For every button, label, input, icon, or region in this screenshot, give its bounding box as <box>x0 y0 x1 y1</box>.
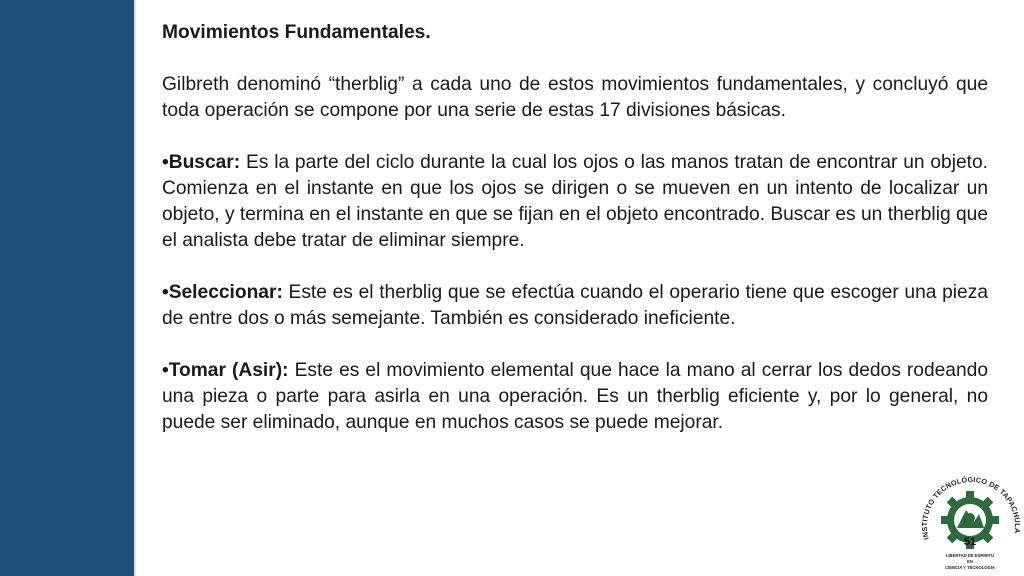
item-text: Este es el therblig que se efectúa cuando el operario tiene que escoger una pieza de entre dos o más semejante. También es considerado ineficiente. <box>162 282 988 329</box>
institute-logo <box>912 462 1024 576</box>
logo-motto-line2: EN <box>967 559 973 564</box>
intro-paragraph: Gilbreth denominó “therblig” a cada uno de estos movimientos fundamentales, y concluyó que toda operación se compone por una serie de estas 17 divisiones básicas. <box>162 74 988 121</box>
band-divider <box>134 0 136 576</box>
logo-motto-line3: CIENCIA Y TECNOLOGIA <box>945 565 995 570</box>
logo-motto-line1: LIBERTAD DE ESPIRITU <box>945 553 995 558</box>
therblig-item-seleccionar <box>162 280 988 332</box>
item-text: Es la parte del ciclo durante la cual los ojos o las manos tratan de encontrar un objeto. Comienza en el instante en que los ojos se dirigen o se mueven en un intento de localizar un objeto, y termina en el instante en que se fijan en el objeto encontrado. Buscar es un therblig que el analista debe tratar de eliminar siempre. <box>162 152 988 251</box>
item-term: •Buscar: <box>162 152 241 173</box>
slide-title: Movimientos Fundamentales. <box>162 22 431 43</box>
left-accent-band <box>0 0 134 576</box>
therblig-item-buscar <box>162 150 988 254</box>
item-term: •Tomar (Asir): <box>162 360 289 381</box>
logo-number: 51 <box>963 536 977 548</box>
logo-ring-text: INSTITUTO TECNOLÓGICO DE TAPACHULA <box>919 475 1023 541</box>
therblig-item-tomar <box>162 358 988 436</box>
item-text: Este es el movimiento elemental que hace la mano al cerrar los dedos rodeando una pieza o parte para asirla en una operación. Es un therblig eficiente y, por lo general, no puede ser eliminado, aunque en muchos casos se puede mejorar. <box>162 360 988 433</box>
item-term: •Seleccionar: <box>162 282 283 303</box>
slide-content <box>162 20 988 462</box>
